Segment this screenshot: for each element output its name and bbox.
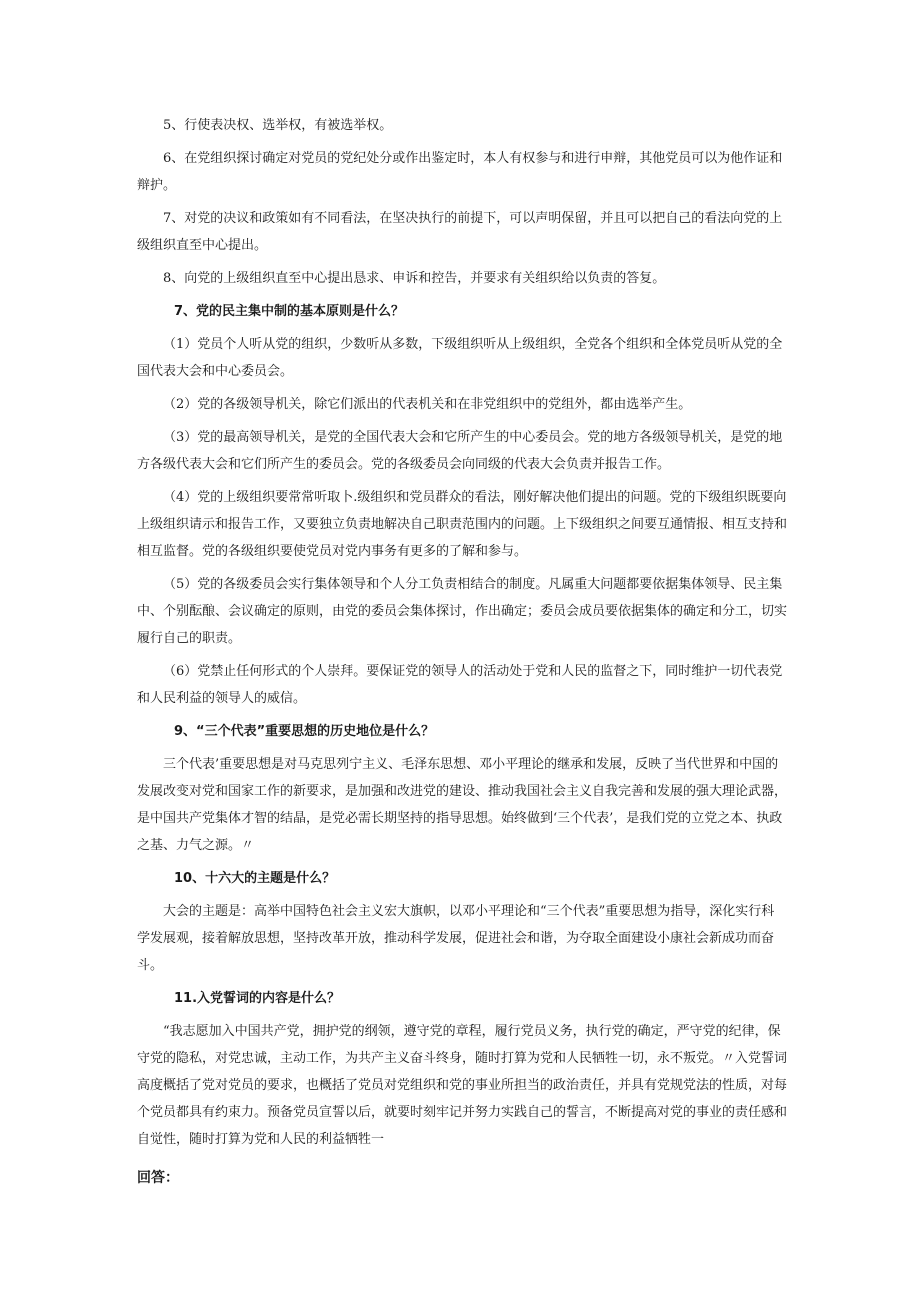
- heading-oath: 11.入党誓词的内容是什么？: [174, 991, 341, 1006]
- paragraph-principle-4: （4）党的上级组织要常常听取卜.级组织和党员群众的看法，刚好解决他们提出的问题。党的下级组织既要向上级组织请示和报告工作，又要独立负责地解决自己职责范围内的问题。上下级组织之间要互通情报、相互支持和相互监督。党的各级组织要使党员对党内事务有更多的了解和参与。: [137, 490, 788, 559]
- paragraph-principle-2: （2）党的各级领导机关，除它们派出的代表机关和在非党组织中的党组外，都由选举产生。: [163, 397, 692, 412]
- paragraph-right-5: 5、行使表决权、选举权，有被选举权。: [163, 118, 393, 133]
- heading-democratic-centralism: 7、党的民主集中制的基本原则是什么？: [174, 304, 405, 319]
- paragraph-principle-3: （3）党的最高领导机关，是党的全国代表大会和它所产生的中心委员会。党的地方各级领导机关，是党的地方各级代表大会和它们所产生的委员会。党的各级委员会向同级的代表大会负责并报告工作。: [137, 430, 783, 472]
- paragraph-right-8: 8、向党的上级组织直至中心提出恳求、申诉和控告，并要求有关组织给以负责的答复。: [163, 271, 666, 286]
- paragraph-right-7: 7、对党的决议和政策如有不同看法，在坚决执行的前提下，可以声明保留，并且可以把自己的看法向党的上级组织直至中心提出。: [137, 211, 783, 253]
- document-content: [137, 112, 787, 1192]
- answer-label: 回答：: [137, 1170, 179, 1186]
- paragraph-principle-1: （1）党员个人听从党的组织，少数听从多数，下级组织听从上级组织，全党各个组织和全体党员听从党的全国代表大会和中心委员会。: [137, 337, 783, 379]
- paragraph-principle-6: （6）党禁止任何形式的个人崇拜。要保证党的领导人的活动处于党和人民的监督之下，同时维护一切代表党和人民利益的领导人的威信。: [137, 664, 783, 706]
- heading-three-represents: 9、“三个代表”重要思想的历史地位是什么？: [174, 724, 435, 739]
- paragraph-three-represents: 三个代表’重要思想是对马克思列宁主义、毛泽东思想、邓小平理论的继承和发展，反映了当代世界和中国的发展改变对党和国家工作的新要求，是加强和改进党的建设、推动我国社会主义自我完善和发展的强大理论武器，是中国共产党集体才智的结晶，是党必需长期坚持的指导思想。始终做到‘三个代表’，是我们党的立党之本、执政之基、力气之源。〃: [137, 757, 788, 853]
- paragraph-right-6: 6、在党组织探讨确定对党员的党纪处分或作出鉴定时，本人有权参与和进行申辩，其他党员可以为他作证和辩护。: [137, 151, 783, 193]
- paragraph-congress-theme: 大会的主题是：高举中国特色社会主义宏大旗帜，以邓小平理论和“三个代表”重要思想为指导，深化实行科学发展观，接着解放思想，坚持改革开放，推动科学发展，促进社会和谐，为夺取全面建设小康社会新成功而奋斗。: [137, 904, 775, 973]
- paragraph-principle-5: （5）党的各级委员会实行集体领导和个人分工负责相结合的制度。凡属重大问题都要依据集体领导、民主集中、个别酝酿、会议确定的原则，由党的委员会集体探讨，作出确定；委员会成员要依据集体的确定和分工，切实履行自己的职责。: [137, 577, 788, 646]
- paragraph-oath: “我志愿加入中国共产党，拥护党的纲领，遵守党的章程，履行党员义务，执行党的确定，严守党的纪律，保守党的隐私，对党忠诚，主动工作，为共产主义奋斗终身，随时打算为党和人民牺牲一切，永不叛党。〃入党誓词高度概括了党对党员的要求，也概括了党员对党组织和党的事业所担当的政治责任，并具有党规党法的性质，对每个党员都具有约束力。预备党员宣誓以后，就要时刻牢记并努力实践自己的誓言，不断提高对党的事业的责任感和自觉性，随时打算为党和人民的利益牺牲一: [137, 1024, 788, 1147]
- heading-16th-congress-theme: 10、十六大的主题是什么？: [174, 871, 336, 886]
